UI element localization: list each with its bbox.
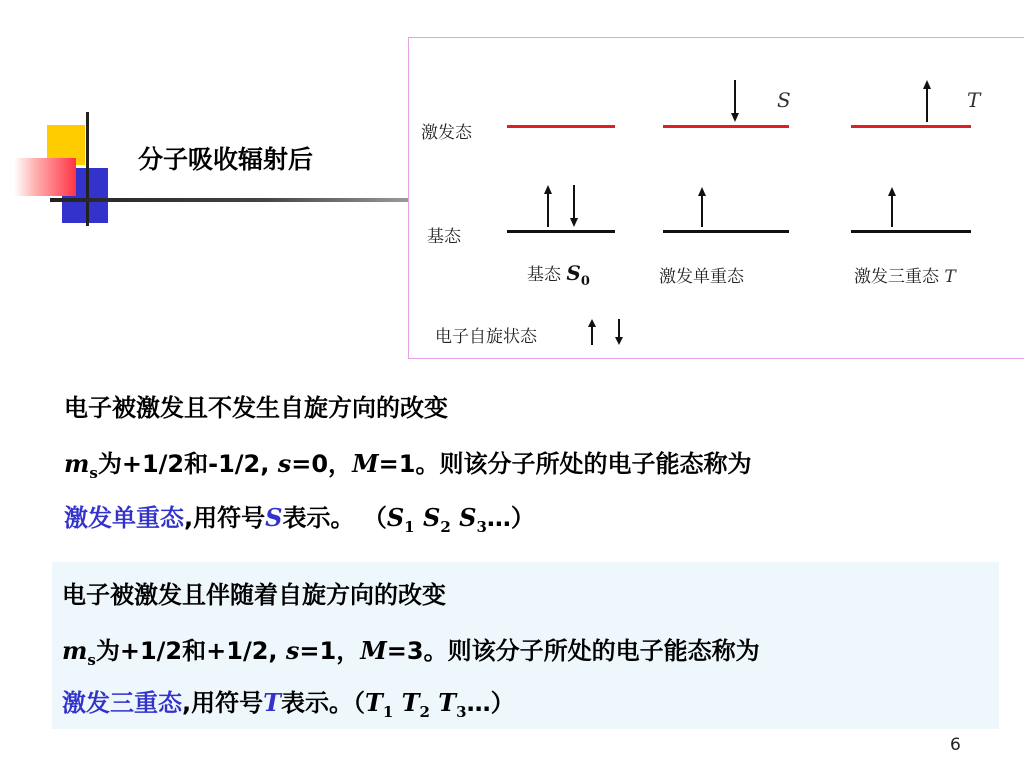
logo-red-gradient [14, 158, 76, 196]
energy-level-diagram [408, 37, 1024, 359]
m-value-text: =1。则该分子所处的电子能态称为 [378, 450, 752, 478]
spin-up-arrow [887, 187, 897, 227]
ground-level-2 [663, 230, 789, 233]
seq-end: …） [486, 504, 535, 532]
triplet-caption [854, 262, 956, 287]
singlet-symbol: S [777, 88, 791, 112]
ground-level-1 [507, 230, 615, 233]
spin-state-legend: 电子自旋状态 [435, 327, 537, 347]
ms-values: 为+1/2和+1/2, [95, 637, 286, 665]
title-underline [50, 198, 408, 202]
s-value: =0， [291, 450, 353, 478]
excited-level-2 [663, 125, 789, 128]
seq-t3: T [438, 688, 457, 717]
excited-level-1 [507, 125, 615, 128]
seq-t2: T [401, 688, 420, 717]
singlet-term: 激发单重态 [64, 504, 184, 532]
ground-state-caption-text: 基态 [527, 265, 561, 285]
symbol-suffix: 表示。（ [280, 689, 365, 717]
ms-m: m [62, 636, 88, 665]
page-number: 6 [950, 735, 961, 755]
ms-values: 为+1/2和-1/2, [97, 450, 278, 478]
spin-down-arrow [569, 185, 579, 227]
seq-t2-sub: 2 [419, 702, 430, 721]
triplet-term: 激发三重态 [62, 689, 182, 717]
spin-up-arrow [922, 80, 932, 122]
seq-s1-sub: 1 [404, 517, 415, 536]
ground-state-caption [527, 260, 590, 289]
s-value: =1， [299, 637, 361, 665]
s0-letter: S [566, 261, 581, 285]
s-variable: s [277, 449, 292, 478]
spin-up-arrow [697, 187, 707, 227]
s0-symbol [566, 261, 590, 289]
seq-end: …） [466, 689, 515, 717]
symbol-prefix: ,用符号 [182, 689, 264, 717]
spin-up-arrow [543, 185, 553, 227]
triplet-caption-text: 激发三重态 [854, 267, 939, 287]
symbol-prefix: ,用符号 [184, 504, 266, 532]
symbol-suffix: 表示。 （ [282, 504, 387, 532]
seq-s2: S [422, 503, 441, 532]
singlet-description-line3 [64, 503, 535, 542]
singlet-description-line2 [64, 449, 751, 488]
slide-heading: 分子吸收辐射后 [138, 145, 314, 174]
excited-level-3 [851, 125, 971, 128]
s-variable: s [285, 636, 300, 665]
singlet-description-line1: 电子被激发且不发生自旋方向的改变 [64, 394, 448, 422]
singlet-symbol-s: S [265, 503, 283, 532]
seq-s3-sub: 3 [476, 517, 487, 536]
triplet-description-line1: 电子被激发且伴随着自旋方向的改变 [62, 581, 446, 609]
logo-vertical-line [86, 112, 89, 226]
m-variable: M [352, 449, 379, 478]
spin-down-arrow [730, 80, 740, 122]
m-variable: M [360, 636, 387, 665]
triplet-symbol: T [967, 88, 981, 112]
triplet-caption-symbol: T [944, 267, 956, 287]
legend-down-arrow [614, 319, 624, 345]
triplet-description-line2 [62, 636, 760, 675]
ground-level-3 [851, 230, 971, 233]
seq-s3: S [459, 503, 477, 532]
seq-s2-sub: 2 [440, 517, 451, 536]
seq-t1-sub: 1 [382, 702, 394, 721]
excited-state-label: 激发态 [421, 123, 472, 143]
seq-t1: T [364, 688, 383, 717]
seq-t3-sub: 3 [456, 702, 467, 721]
legend-up-arrow [587, 319, 597, 345]
m-value-text: =3。则该分子所处的电子能态称为 [386, 637, 760, 665]
triplet-description-line3 [62, 688, 515, 727]
singlet-caption: 激发单重态 [659, 267, 744, 287]
ground-state-label: 基态 [427, 227, 461, 247]
seq-s1: S [386, 503, 405, 532]
ms-sub: s [87, 650, 96, 669]
ms-m: m [64, 449, 90, 478]
s0-subscript: 0 [580, 274, 590, 289]
ms-sub: s [89, 463, 98, 482]
triplet-symbol-t: T [263, 688, 281, 717]
